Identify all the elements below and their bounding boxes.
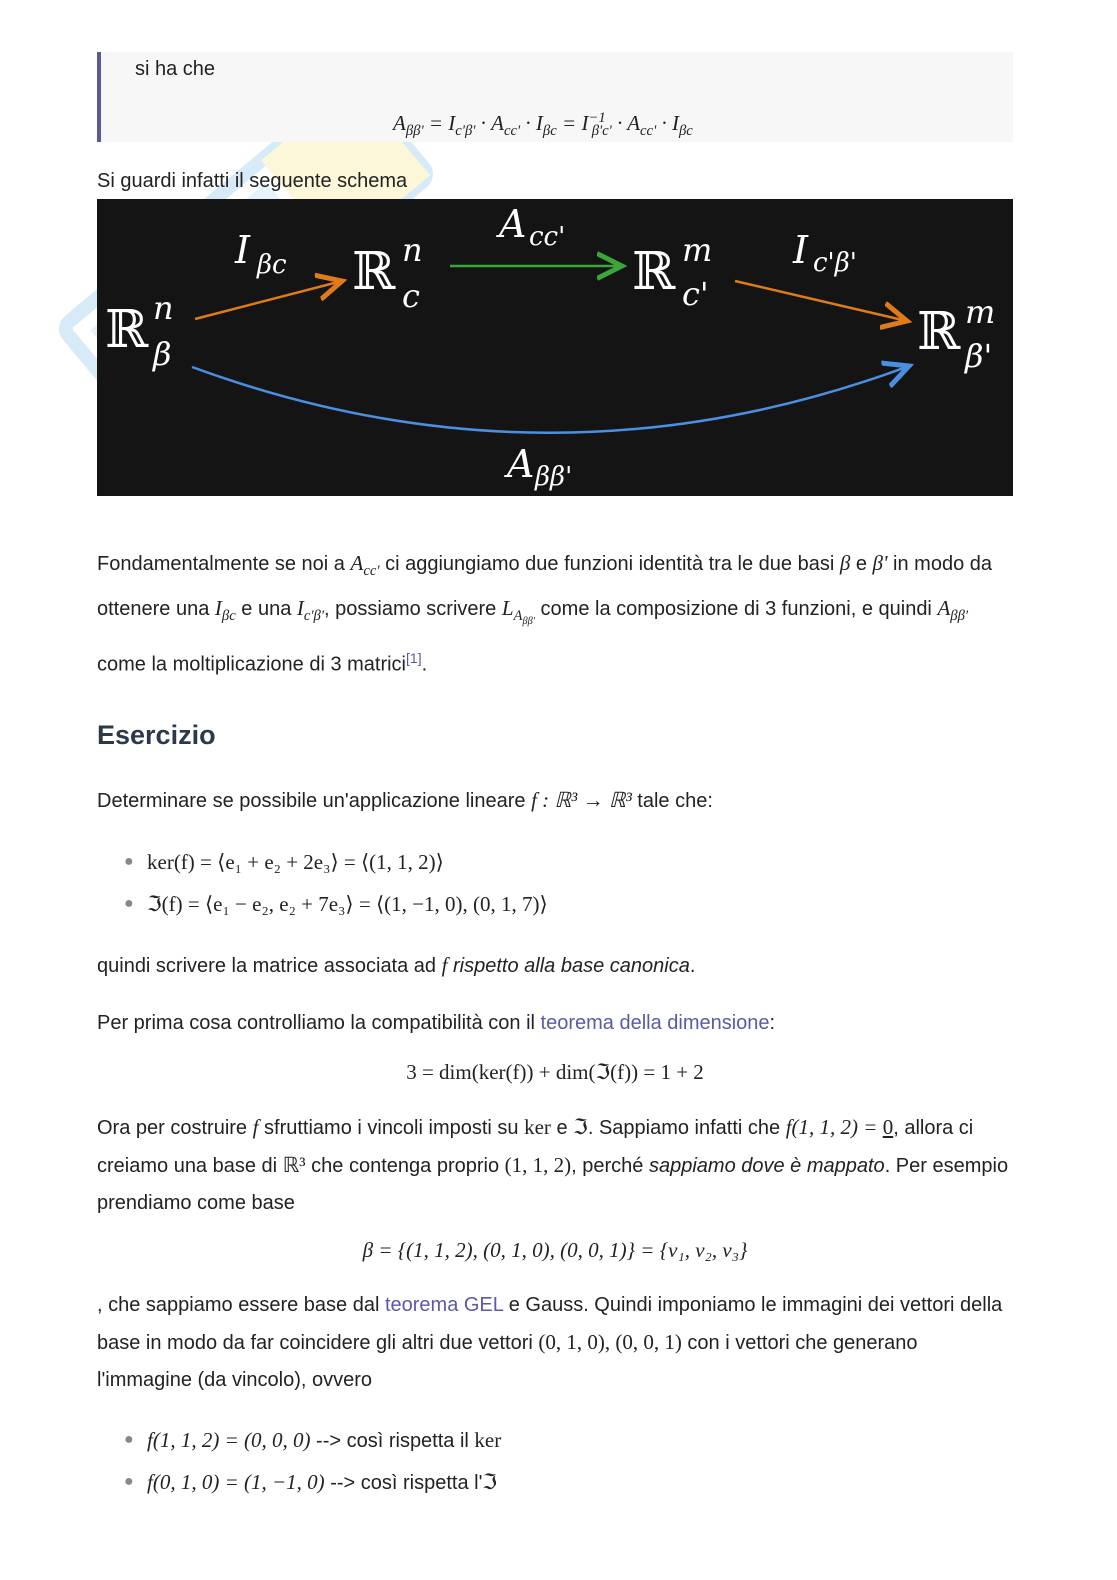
callout-text: si ha che (135, 58, 216, 80)
callout-box (97, 52, 1013, 142)
condition-image: ℑ(f) = ⟨e₁ − e₂, e₂ + 7e₃⟩ = ⟨(1, −1, 0), (0, 1, 7)⟩ (147, 892, 548, 916)
para1-text-5: e una (235, 598, 297, 621)
image-math-1: f(1, 1, 2) = (0, 0, 0) (147, 1428, 311, 1452)
para2-math-vector: (1, 1, 2) (504, 1153, 572, 1177)
footnote-ref-link[interactable]: [1] (406, 650, 422, 667)
dimension-equation: 3 = dim(ker(f)) + dim(ℑ(f)) = 1 + 2 (406, 1060, 704, 1084)
para2-italic: sappiamo dove è mappato (648, 1155, 885, 1177)
list-item (97, 841, 548, 883)
para2-math-im: ℑ (573, 1115, 588, 1139)
then-text-1: quindi scrivere la matrice associata ad (97, 955, 442, 977)
node-r-betaprime: ℝ (917, 302, 961, 362)
intro-text: Si guardi infatti il seguente schema (97, 170, 408, 192)
bullet-icon: ● (124, 1431, 134, 1448)
node-r-betaprime-sub: β' (965, 337, 993, 375)
composition-diagram (97, 199, 1013, 496)
para3-math-vectors: (0, 1, 0), (0, 0, 1) (538, 1330, 682, 1354)
exercise-statement (97, 782, 1013, 820)
basis-equation: β = {(1, 1, 2), (0, 1, 0), (0, 0, 1)} = {v₁, v₂, v₃} (362, 1238, 748, 1262)
then-math-f: f (441, 953, 448, 977)
para1-text-9: . (421, 653, 428, 676)
node-r-betaprime-sup: m (965, 293, 996, 331)
exercise-math-map: f : ℝ³ → ℝ³ (531, 788, 632, 812)
para2-text-5: , allora ci creiamo una base di (97, 1117, 974, 1177)
diagram-svg (97, 199, 1013, 496)
para1-text-6: , possiamo scrivere (324, 598, 502, 621)
image-math-im: ℑ (482, 1470, 498, 1494)
para2-math-f: f (252, 1115, 259, 1139)
condition-ker: ker(f) = ⟨e₁ + e₂ + 2e₃⟩ = ⟨(1, 1, 2)⟩ (147, 850, 444, 874)
arrow-ibc (195, 281, 342, 319)
para3-text-1: , che sappiamo essere base dal (97, 1294, 385, 1316)
image-text-1: --> così rispetta il (310, 1430, 475, 1452)
para1-math-2: β (839, 551, 851, 575)
exercise-text-1: Determinare se possibile un'applicazione lineare (97, 790, 532, 812)
para1-math-4: $I_{\beta c}$ (214, 596, 236, 625)
node-r-beta-sub: β (153, 335, 172, 373)
label-acc-sub: cc' (529, 222, 566, 252)
para1-text-3: e (850, 553, 873, 575)
label-acc: A (499, 202, 527, 246)
callout-equation: $A_{\beta\beta'} = I_{c'\beta'} \cdot A_{cc'} \cdot I_{\beta c} = I^{-1}_{\beta'c'} \cdot A_{cc'} \cdot I_{\beta c}$ (393, 110, 693, 140)
conditions-list (97, 841, 548, 925)
para1-math-1: $A_{cc'}$ (350, 551, 380, 580)
paragraph-gel (97, 1287, 1013, 1399)
label-icb: I (793, 228, 809, 272)
bullet-icon: ● (124, 853, 134, 870)
para2-math-zero: 0 (882, 1115, 894, 1139)
check-text-1: Per prima cosa controlliamo la compatibilità con il (97, 1012, 541, 1034)
para2-text-2: sfruttiamo i vincoli imposti su (258, 1117, 525, 1139)
para1-text-2: ci aggiungiamo due funzioni identità tra le due basi (379, 553, 840, 575)
node-r-c-sub: c (402, 277, 420, 315)
list-item (97, 883, 548, 925)
para2-text-1: Ora per costruire (97, 1117, 253, 1139)
exercise-text-2: tale che: (631, 790, 713, 812)
para2-text-6: che contenga proprio (305, 1155, 505, 1177)
para1-math-6: $L_{A_{\beta\beta'}}$ (501, 596, 535, 628)
section-heading-esercizio: Esercizio (97, 720, 216, 750)
para3-text-2: e Gauss. Quindi imponiamo le immagini dei vettori della base in modo da far coincidere gli altri due vettori (97, 1294, 1003, 1354)
para2-math-f112: f(1, 1, 2) = (785, 1115, 883, 1139)
label-abb: A (507, 442, 535, 486)
para1-text-4: in modo da ottenere una (97, 553, 993, 621)
label-ibc: I (235, 228, 251, 272)
node-r-c: ℝ (352, 242, 396, 302)
image-math-2: f(0, 1, 0) = (1, −1, 0) (147, 1470, 325, 1494)
check-text-2: : (769, 1012, 776, 1034)
para1-text-1: Fondamentalmente se noi a (97, 553, 351, 575)
list-item (97, 1461, 501, 1503)
paragraph-check (97, 1005, 1013, 1042)
then-text-3: . (689, 955, 696, 977)
list-item (97, 1419, 501, 1461)
arrow-abb (192, 366, 909, 433)
then-italic: rispetto alla base canonica (447, 955, 690, 977)
para1-math-7: $A_{\beta\beta'}$ (937, 596, 969, 625)
bullet-icon: ● (124, 895, 134, 912)
node-r-cprime-sup: m (682, 231, 713, 269)
para2-text-8: . Per esempio prendiamo come base (97, 1155, 1009, 1214)
label-icb-sub: c'β' (813, 248, 857, 278)
paragraph-construction (97, 1109, 1013, 1222)
para3-text-3: con i vettori che generano l'immagine (da vincolo), ovvero (97, 1332, 918, 1391)
para2-math-r3: ℝ³ (282, 1153, 306, 1177)
label-ibc-sub: βc (257, 250, 287, 280)
para1-text-7: come la composizione di 3 funzioni, e quindi (534, 598, 938, 621)
node-r-cprime-sub: c' (682, 275, 709, 313)
image-math-ker: ker (474, 1428, 502, 1452)
para1-math-3: β' (872, 551, 888, 575)
image-text-2: --> così rispetta l' (324, 1472, 483, 1494)
para2-text-7: , perché (571, 1155, 649, 1177)
paragraph-composition (97, 545, 1013, 684)
node-r-c-sup: n (402, 231, 423, 269)
para2-text-3: e (550, 1117, 574, 1139)
para1-math-5: $I_{c'\beta'}$ (296, 596, 325, 625)
images-list (97, 1419, 501, 1503)
para1-text-8: come la moltiplicazione di 3 matrici (97, 653, 407, 676)
link-teorema-gel[interactable]: teorema GEL (384, 1294, 504, 1316)
node-r-beta-sup: n (153, 289, 174, 327)
para2-text-4: . Sappiamo infatti che (587, 1117, 786, 1139)
para2-math-ker: ker (524, 1115, 551, 1139)
arrow-icb (735, 281, 907, 321)
paragraph-then (97, 947, 1013, 985)
label-abb-sub: ββ' (535, 462, 573, 492)
node-r-beta: ℝ (105, 300, 149, 360)
bullet-icon: ● (124, 1473, 134, 1490)
node-r-cprime: ℝ (632, 242, 676, 302)
link-teorema-dimensione[interactable]: teorema della dimensione (540, 1012, 770, 1034)
